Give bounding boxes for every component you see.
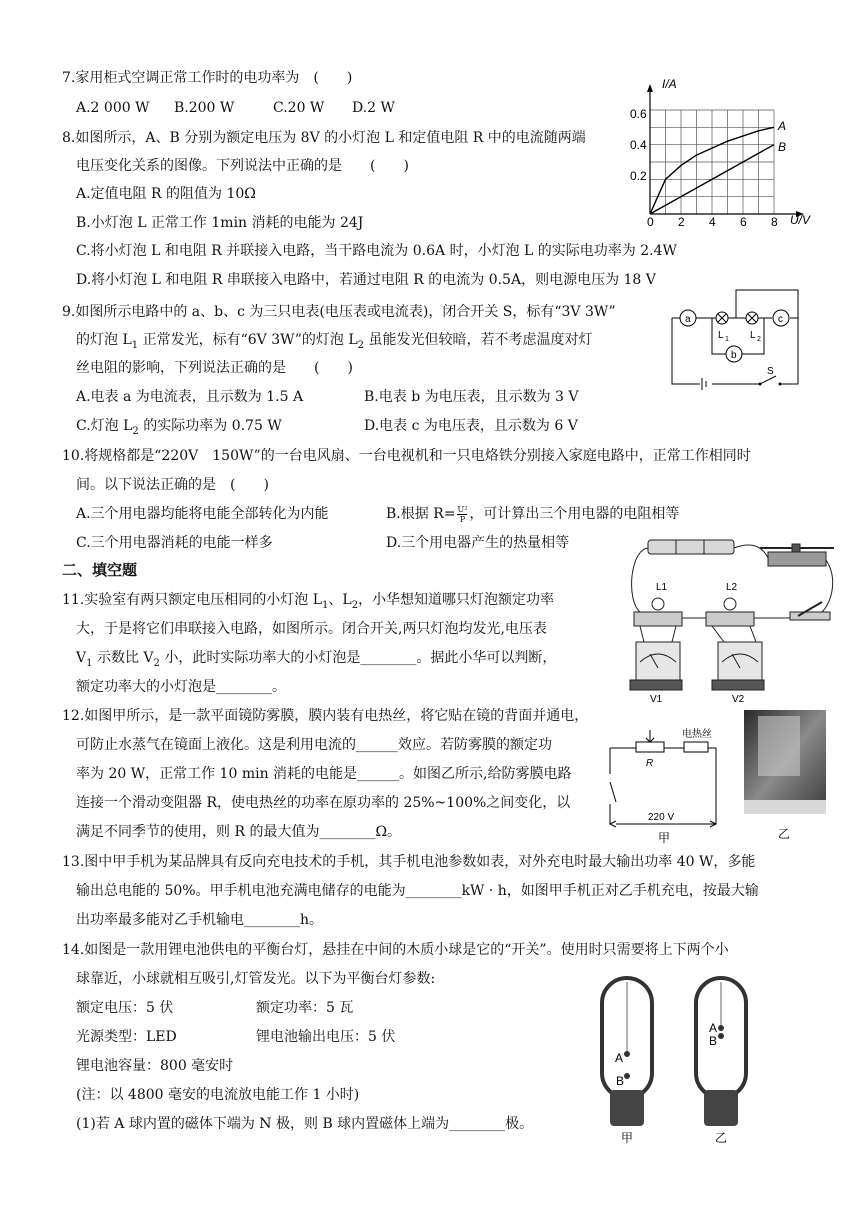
q12-mirror-photo <box>742 708 828 848</box>
q9-option-b: B.电表 b 为电压表，且示数为 3 V <box>364 389 579 405</box>
fig-ball-a-yi: A <box>709 1021 718 1035</box>
q7-stem: 7.家用柜式空调正常工作时的电功率为 ( ) <box>62 70 353 86</box>
q11-line4: 额定功率大的小灯泡是________。 <box>76 679 286 695</box>
y-tick-label: 0.4 <box>630 138 647 152</box>
ball-b-yi <box>718 1033 724 1039</box>
fig-ball-a-jia: A <box>615 1051 624 1065</box>
q9-option-d: D.电表 c 为电压表，且示数为 6 V <box>364 418 578 434</box>
q11-experiment-figure <box>626 530 842 706</box>
fig-yi-label: 乙 <box>715 1131 728 1145</box>
q12-circuit-diagram <box>602 724 732 846</box>
x-tick-label: 4 <box>709 215 716 228</box>
q13-line1: 13.图中甲手机为某品牌具有反向充电技术的手机，其手机电池参数如表，对外充电时最大输出功率 40 W，多能 <box>62 854 756 870</box>
q9-stem-line2 <box>76 330 593 356</box>
fig-yi-label: 乙 <box>778 827 791 841</box>
q10-option-d: D.三个用电器产生的热量相等 <box>386 535 570 551</box>
q14-line2: 球靠近，小球就相互吸引,灯管发光。以下为平衡台灯参数: <box>76 971 436 987</box>
voltmeter-v2 <box>718 642 762 682</box>
q11-line2: 大，于是将它们串联接入电路，如图所示。闭合开关,两只灯泡均发光,电压表 <box>76 621 547 637</box>
q14-param-capacity: 锂电池容量：800 毫安时 <box>76 1058 234 1074</box>
q12-line3: 率为 20 W，正常工作 10 min 消耗的电能是______。如图乙所示,给防雾膜电路 <box>76 766 572 782</box>
q13-line3: 出功率最多能对乙手机输电________h。 <box>76 912 324 928</box>
fig-jia-label: 甲 <box>658 831 671 845</box>
q11-text: V <box>76 650 87 666</box>
subscript: 1 <box>86 657 93 669</box>
q9-stem-line1: 9.如图所示电路中的 a、b、c 为三只电表(电压表或电流表)，闭合开关 S，标有“3V 3W” <box>62 304 616 320</box>
q8-stem-line2: 电压变化关系的图像。下列说法中正确的是 ( ) <box>76 158 409 174</box>
rheostat-r <box>636 742 664 752</box>
q11-text: 示数比 V <box>92 650 154 666</box>
q8-option-d: D.将小灯泡 L 和电阻 R 串联接入电路中，若通过电阻 R 的电流为 0.5A，则电源电压为 18 V <box>76 272 656 288</box>
curve-b-label: B <box>778 140 787 154</box>
q8-stem-line1: 8.如图所示，A、B 分别为额定电压为 8V 的小灯泡 L 和定值电阻 R 中的电流随两端 <box>62 130 586 146</box>
lamp-l2-label: L <box>750 330 756 341</box>
y-tick-label: 0.6 <box>630 107 647 121</box>
q7-option-d: D.2 W <box>352 100 395 116</box>
lamp-l2-base <box>706 612 754 626</box>
q10-option-b <box>386 504 679 524</box>
q9-text: 的实际功率为 0.75 W <box>138 418 282 434</box>
q9-text: 虽能发光但较暗，若不考虑温度对灯 <box>364 332 593 348</box>
switch-contact <box>779 383 782 386</box>
q12-line4: 连接一个滑动变阻器 R，使电热丝的功率在原功率的 25%~100%之间变化，以 <box>76 795 571 811</box>
meter-a-label: a <box>685 314 691 325</box>
ball-a-yi <box>718 1025 724 1031</box>
q9-option-a: A.电表 a 为电流表，且示数为 1.5 A <box>76 389 304 405</box>
heater-label: 电热丝 <box>682 729 712 740</box>
section-heading: 二、填空题 <box>62 561 138 579</box>
lamp-jia-base <box>610 1090 644 1126</box>
q14-param-battery-voltage: 锂电池输出电压：5 伏 <box>256 1029 396 1045</box>
rheostat-label: R <box>646 758 654 769</box>
q10-text: ，可计算出三个用电器的电阻相等 <box>469 506 680 522</box>
q9-text: C.灯泡 L <box>76 418 133 434</box>
switch-base <box>790 612 830 620</box>
switch-pivot <box>759 383 762 386</box>
q9-option-c <box>76 416 282 442</box>
q14-line1: 14.如图是一款用锂电池供电的平衡台灯，悬挂在中间的木质小球是它的“开关”。使用时只需要将上下两个小 <box>62 942 729 958</box>
lamp-l1-base <box>634 612 682 626</box>
q14-param-voltage: 额定电压：5 伏 <box>76 1000 174 1016</box>
q14-param-light: 光源类型：LED <box>76 1029 177 1045</box>
x-tick-label: 0 <box>647 215 654 228</box>
q10-text: B.根据 R= <box>386 506 456 522</box>
subscript: 2 <box>351 599 359 611</box>
q10-stem-line1: 10.将规格都是“220V 150W”的一台电风扇、一台电视机和一只电烙铁分别接入家庭电路中，正常工作相同时 <box>62 448 751 464</box>
meter-c-label: c <box>778 314 783 325</box>
lamp-l1-label: L <box>718 330 724 341</box>
battery-pack <box>648 540 734 554</box>
q12-line5: 满足不同季节的使用，则 R 的最大值为________Ω。 <box>76 824 402 840</box>
fig-label-l2: L2 <box>726 582 738 593</box>
q12-line2: 可防止水蒸气在镜面上液化。这是利用电流的______效应。若防雾膜的额定功 <box>76 737 552 753</box>
fig-label-l1: L1 <box>656 582 668 593</box>
ball-a-jia <box>624 1051 630 1057</box>
q9-text: 的灯泡 L <box>76 332 132 348</box>
fraction-numerator: U² <box>457 504 468 514</box>
subscript: 1 <box>131 339 139 351</box>
fig-ball-b-yi: B <box>709 1034 718 1048</box>
fraction <box>457 505 467 524</box>
q8-option-b: B.小灯泡 L 正常工作 1min 消耗的电能为 24J <box>76 215 364 231</box>
heater-wire <box>684 742 708 752</box>
lamp-l2-sub: 2 <box>757 336 761 343</box>
q11-text: 11.实验室有两只额定电压相同的小灯泡 L <box>62 592 323 608</box>
ball-b-jia <box>624 1073 630 1079</box>
y-tick-label: 0.2 <box>630 169 647 183</box>
x-tick-label: 8 <box>771 215 778 228</box>
q13-line2: 输出总电能的 50%。甲手机电池充满电储存的电能为________kW · h，如图甲手机正对乙手机充电，按最大输 <box>76 883 759 899</box>
lamp-l1-sub: 1 <box>725 336 729 343</box>
q7-option-a: A.2 000 W <box>76 100 150 116</box>
y-axis-label: I/A <box>662 77 677 91</box>
x-tick-label: 6 <box>740 215 747 228</box>
x-axis-label: U/V <box>790 213 811 227</box>
voltage-label: 220 V <box>648 812 675 823</box>
q11-line3 <box>76 648 556 674</box>
q10-stem-line2: 间。以下说法正确的是 ( ) <box>76 477 269 493</box>
q7-option-c: C.20 W <box>273 100 325 116</box>
subscript: 2 <box>357 339 365 351</box>
subscript: 1 <box>322 599 329 611</box>
fig-jia-label: 甲 <box>621 1131 634 1145</box>
lamp-yi-base <box>704 1090 738 1126</box>
subscript: 2 <box>132 425 139 437</box>
q8-option-c: C.将小灯泡 L 和电阻 R 并联接入电路，当干路电流为 0.6A 时，小灯泡 L 的实际电功率为 2.4W <box>76 243 677 259</box>
fig-label-v1: V1 <box>650 694 663 705</box>
fraction-denominator: P <box>459 514 466 524</box>
q14-lamp-figure <box>592 972 772 1146</box>
q14-note: (注：以 4800 毫安的电流放电能工作 1 小时) <box>76 1087 360 1103</box>
switch-label: S <box>767 366 774 377</box>
iu-graph <box>628 72 824 228</box>
q9-stem-line3: 丝电阻的影响，下列说法正确的是 ( ) <box>76 360 353 376</box>
y-axis-arrow <box>647 84 653 92</box>
q12-line1: 12.如图甲所示，是一款平面镜防雾膜，膜内装有电热丝，将它贴在镜的背面并通电， <box>62 708 589 724</box>
q8-option-a: A.定值电阻 R 的阻值为 10Ω <box>76 186 256 202</box>
q11-text: 小，此时实际功率大的小灯泡是________。据此小华可以判断， <box>159 650 557 666</box>
q14-param-power: 额定功率：5 瓦 <box>256 1000 354 1016</box>
q10-option-a: A.三个用电器均能将电能全部转化为内能 <box>76 506 329 522</box>
q11-text: 、L <box>328 592 352 608</box>
rheostat <box>768 552 826 566</box>
voltmeter-v1 <box>636 642 680 682</box>
q10-option-c: C.三个用电器消耗的电能一样多 <box>76 535 273 551</box>
x-tick-label: 2 <box>678 215 685 228</box>
fig-label-v2: V2 <box>732 694 745 705</box>
curve-a-label: A <box>778 119 787 133</box>
graph-grid <box>650 110 774 214</box>
q7-option-b: B.200 W <box>174 100 235 116</box>
q9-text: 正常发光，标有“6V 3W”的灯泡 L <box>138 332 358 348</box>
subscript: 2 <box>153 657 160 669</box>
q11-text: ，小华想知道哪只灯泡额定功率 <box>358 592 555 608</box>
q9-circuit-diagram <box>664 286 804 390</box>
fig-ball-b-jia: B <box>616 1074 625 1088</box>
q14-subquestion-1: (1)若 A 球内置的磁体下端为 N 极，则 B 球内置磁体上端为________极。 <box>76 1116 534 1132</box>
q11-line1 <box>62 590 554 616</box>
meter-b-label: b <box>731 350 737 361</box>
